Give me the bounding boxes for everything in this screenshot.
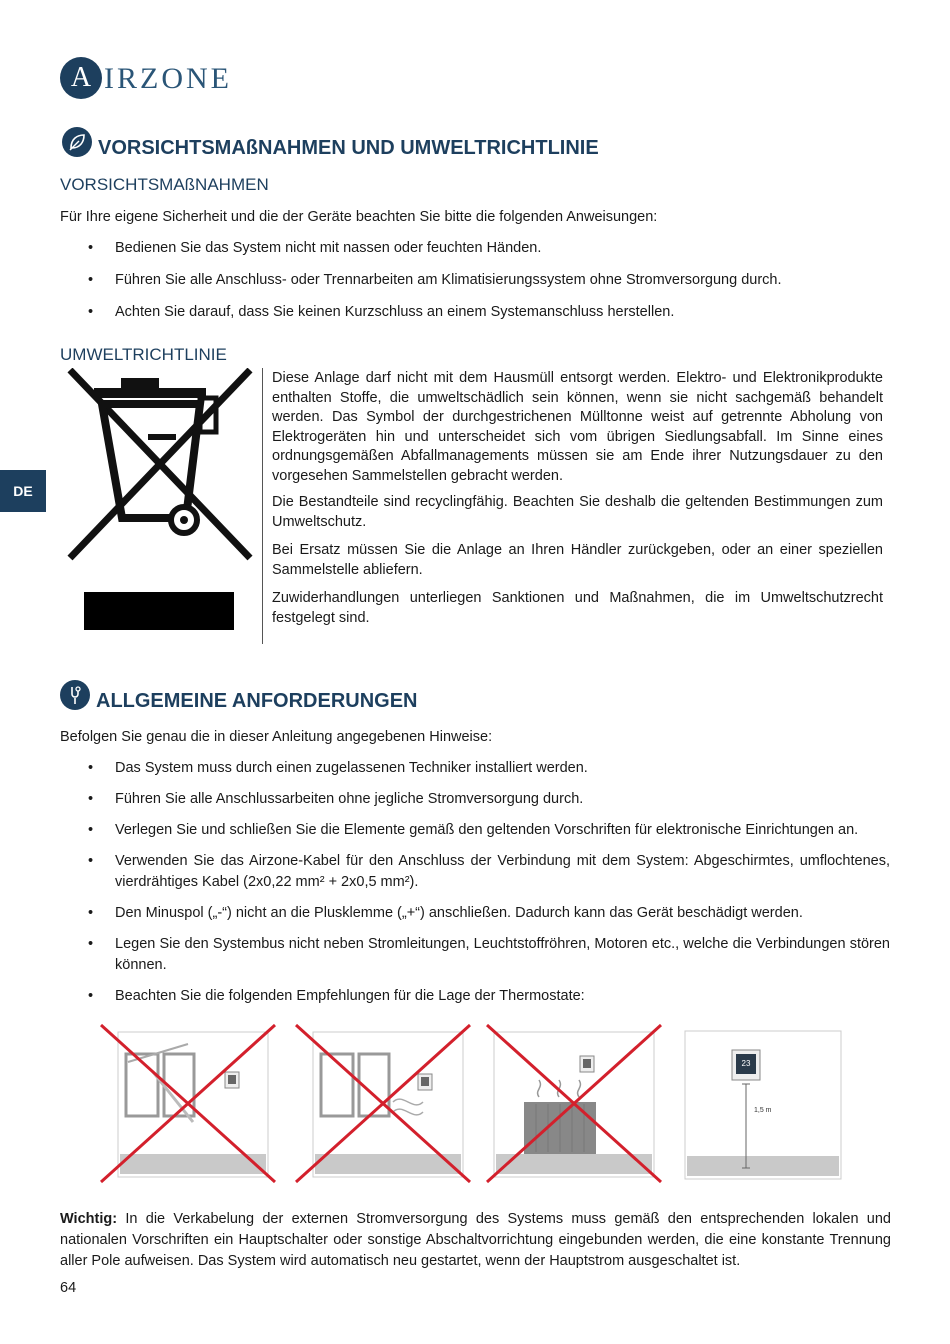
note-label: Wichtig:: [60, 1211, 118, 1227]
brand-logo-text: IRZONE: [104, 62, 232, 95]
note-text: In die Verkabelung der externen Stromversorgung des Systems muss gemäß den entsprechenden lokalen und nationalen Vorschriften ein Hauptschalter oder sonstige Abschaltvorrichtung eingebunden werden, die eine konstante Trennung aller Pole aufweisen. Das System wird automatisch neu gestartet, wenn der Hauptstrom ausgeschaltet ist.: [60, 1211, 891, 1269]
list-item-text: Führen Sie alle Anschluss- oder Trennarbeiten am Klimatisierungssystem ohne Stromversorgung durch.: [115, 272, 782, 288]
env-paragraph: Bei Ersatz müssen Sie die Anlage an Ihren Händler zurückgeben, oder an einer speziellen Sammelstelle abliefern.: [272, 542, 883, 578]
crossed-bin-icon: [66, 368, 256, 633]
section-title-requirements: ALLGEMEINE ANFORDERUNGEN: [96, 690, 418, 712]
env-paragraph: Diese Anlage darf nicht mit dem Hausmüll entsorgt werden. Elektro- und Elektronikprodukte enthalten Stoffe, die umweltschädlich sein können, wenn sie nicht sachgemäß behandelt werden. Das Symbol der durchgestrichenen Mülltonne weist auf getrennte Abholung von Elektrogeräten hin und unterscheidet sich vom übrigen Siedlungsabfall. Im Sinne eines ordnungsgemäßen Abfallmanagements müssen sie am Ende ihrer Nutzungsdauer zu den vorgesehen Sammelstellen gebracht werden.: [272, 370, 883, 484]
language-tab: DE: [0, 470, 46, 512]
bullet-icon: •: [88, 272, 94, 288]
subheading-environment: UMWELTRICHTLINIE: [60, 345, 227, 364]
bullet-icon: •: [88, 936, 94, 952]
illustration-correct-placement: [684, 1030, 844, 1182]
bullet-icon: •: [88, 760, 94, 776]
leaf-icon: [62, 127, 92, 157]
height-label: 1,5 m: [754, 1107, 772, 1114]
list-item-text: Verwenden Sie das Airzone-Kabel für den Anschluss der Verbindung mit dem System: Abgeschirmtes, umflochtenes, vierdrähtiges Kabel (2x0,22 mm² + 2x0,5 mm²).: [115, 853, 890, 890]
important-note: [60, 1209, 891, 1272]
page-number: 64: [60, 1280, 77, 1296]
tool-icon: [60, 680, 90, 710]
illustration-radiator-wrong: [484, 1022, 664, 1187]
bullet-icon: •: [88, 822, 94, 838]
list-item-text: Legen Sie den Systembus nicht neben Stromleitungen, Leuchtstoffröhren, Motoren etc., welche die Verbindungen stören können.: [115, 936, 890, 973]
env-paragraph: Die Bestandteile sind recyclingfähig. Beachten Sie deshalb die geltenden Bestimmungen zum Umweltschutz.: [272, 494, 883, 530]
brand-logo-mark: A: [60, 57, 102, 99]
requirements-intro: Befolgen Sie genau die in dieser Anleitung angegebenen Hinweise:: [60, 729, 493, 745]
illustration-window-open-wrong: [98, 1022, 278, 1187]
bullet-icon: •: [88, 988, 94, 1004]
list-item-text: Den Minuspol („-“) nicht an die Plusklemme („+“) anschließen. Dadurch kann das Gerät beschädigt werden.: [115, 905, 803, 921]
list-item-text: Bedienen Sie das System nicht mit nassen oder feuchten Händen.: [115, 240, 542, 256]
thermostat-display: 23: [741, 1059, 751, 1068]
list-item-text: Führen Sie alle Anschlussarbeiten ohne jegliche Stromversorgung durch.: [115, 791, 584, 807]
precautions-intro: Für Ihre eigene Sicherheit und die der Geräte beachten Sie bitte die folgenden Anweisungen:: [60, 209, 658, 225]
list-item-text: Das System muss durch einen zugelassenen Techniker installiert werden.: [115, 760, 588, 776]
bullet-icon: •: [88, 853, 94, 869]
list-item-text: Achten Sie darauf, dass Sie keinen Kurzschluss an einem Systemanschluss herstellen.: [115, 304, 675, 320]
divider: [262, 368, 263, 644]
list-item-text: Beachten Sie die folgenden Empfehlungen für die Lage der Thermostate:: [115, 988, 585, 1004]
bullet-icon: •: [88, 240, 94, 256]
bullet-icon: •: [88, 791, 94, 807]
subheading-precautions: VORSICHTSMAßNAHMEN: [60, 175, 269, 194]
bullet-icon: •: [88, 905, 94, 921]
illustration-draft-wrong: [293, 1022, 473, 1187]
bullet-icon: •: [88, 304, 94, 320]
list-item-text: Verlegen Sie und schließen Sie die Elemente gemäß den geltenden Vorschriften für elektronische Einrichtungen an.: [115, 822, 859, 838]
env-paragraph: Zuwiderhandlungen unterliegen Sanktionen und Maßnahmen, die im Umweltschutzrecht festgelegt sind.: [272, 590, 883, 626]
section-title-precautions: VORSICHTSMAßNAHMEN UND UMWELTRICHTLINIE: [98, 137, 599, 159]
